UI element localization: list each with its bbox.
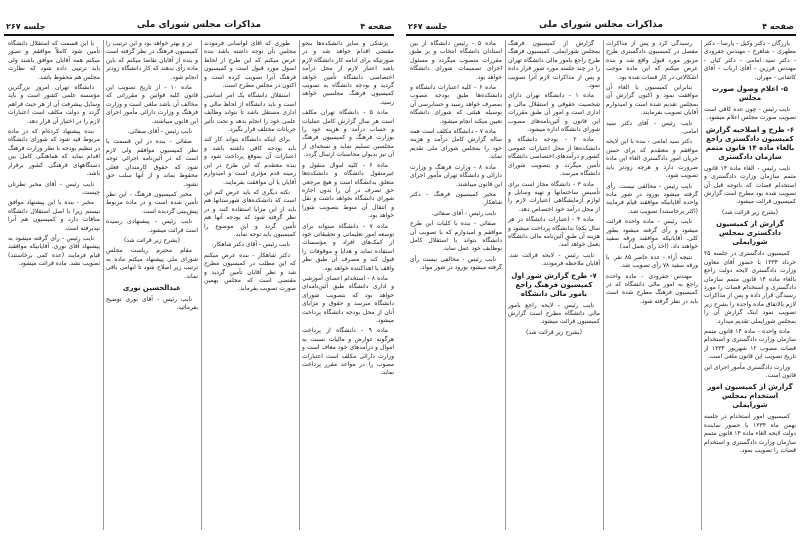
paragraph: نایب رئیس - پیشنهادی رسیده است قرائت میشود.	[106, 218, 198, 234]
paragraph: نایب رئیس - رأی گرفته میشود به پیشنهاد آقای نوری. آقایانیکه موافقند قیام فرمایند (عده کمی برخاستند) تصویب نشد. ماده قرائت میشود.	[8, 234, 100, 268]
paragraph: ماده ۷ - دانشگاه میتواند برای توسعه امور تعلیماتی و تحقیقاتی خود از کمک‌های افراد و مؤسسات استفاده نماید و هدایا و موقوفات را قبول کند و مصرف آن طبق نظر واقف یا اهداکننده خواهد بود.	[302, 222, 394, 272]
column-divider	[603, 40, 604, 530]
paragraph: بنده پیشنهاد کرده‌ام که در ماده مربوط قید شود که شورای دانشگاه در تنظیم بودجه با نظر وزارت فرهنگ اقدام نماید که هماهنگی کامل بین دستگاههای فرهنگی کشور برقرار باشد.	[8, 128, 100, 178]
paragraph: ماده ۸ - استخدام اعضای آموزشی و اداری دانشگاه طبق آئین‌نامه‌ای خواهد بود که بتصویب شورای دانشگاه میرسد و حقوق و مزایای آنان از محل بودجه دانشگاه پرداخت میشود.	[302, 274, 394, 324]
reading-note: (بشرح زیر قرائت شد)	[525, 328, 583, 336]
paragraph: نایب رئیس - لایحه راجع بامور مالی دانشگاه مطرح است گزارش کمیسیون قرائت میشود.	[508, 301, 600, 326]
paragraph: صفائی - بنده در این قسمت با نظر کمیسیون موافقم ولی لازم است که در آئین‌نامه اجرائی توجه شود که حقوق کارمندان فعلی محفوظ بماند و از آنها سلب حق نشود.	[106, 138, 198, 188]
page-number: صفحه ۴	[762, 22, 794, 31]
page-number: صفحه ۴	[360, 22, 392, 31]
paragraph: نایب رئیس - آقای نوری توضیح بفرمائید.	[106, 295, 198, 312]
right-page	[402, 0, 800, 540]
left-page	[0, 0, 398, 540]
column-divider	[201, 40, 202, 530]
paragraph: تر و بهتر خواهد بود و این ترتیب را کمیسیون فرهنگ در نظر گرفته است و بنده از آقایان تقاضا میکنم که باین ماده رأی بدهند که کار دانشگاه زودتر انجام شود.	[106, 40, 198, 81]
reading-note: (بشرح زیر قرائت شد)	[721, 208, 779, 216]
section-heading: ۵- اعلام وصول صورت مجلس	[712, 85, 788, 103]
paragraph: نایب رئیس - آقای دکتر سید امامی.	[606, 119, 698, 136]
paragraph: گزارش از کمیسیون فرهنگ بمجلس شورایملی. کمیسیون فرهنگ طرح راجع بامور مالی دانشگاه تهران را در چند جلسه مورد شور قرار داده و پس از مذاکرات لازم آنرا تصویب نمود.	[508, 40, 600, 90]
column-divider	[505, 40, 506, 530]
paragraph: بازرگان - دکتر وکیل - پارسا - دکتر مطهری - شاهرخ - مهندس جفرودی - دکتر سید امامی - دکتر کیان - مهندس فرزین - آقای ارباب - آقای کاشانی - مهران.	[704, 40, 796, 81]
text-column	[302, 40, 394, 532]
paragraph: رسیدگی کرد و پس از مذاکرات مفصل در کمیسیون دادگستری طرح مزبور مورد قبول واقع شد و بنده عرض میکنم که این ماده موجب اشکالاتی در کار قضات شده بود.	[606, 40, 698, 81]
paragraph: ماده ۶ - کلیه اموال منقول و غیرمنقول دانشگاه و دانشکده‌ها متعلق بدانشگاه است و هیچ مرجعی حق تصرف در آن را بدون اجازه شورای دانشگاه نخواهد داشت و نقل و انتقال آن منوط بتصویب شورا خواهد بود.	[302, 161, 394, 220]
paragraph: برای اینکه دانشگاه بتواند کار کند باید بودجه کافی داشته باشد و اعتبارات آن بموقع پرداخت شود و بنده معتقدم که این طرح در این زمینه قدم مؤثری است و امیدوارم آقایان با آن موافقت بفرمایند.	[204, 136, 296, 186]
paragraph: نایب رئیس - آقای صفائی.	[431, 209, 496, 217]
paragraph: ماده ۳ - دانشگاه مجاز است برای تأسیس ساختمانها و تهیه وسایل و لوازم آزمایشگاهی اعتبارات لازم را از محل درآمد خود اختصاص دهد.	[508, 180, 600, 213]
paragraph: ماده ۲ - بودجه دانشگاه و دانشکده‌ها از محل اعتبارات عمومی کشور و درآمدهای اختصاصی دانشگاه تأمین میگردد و بتصویب شورای دانشگاه میرسد.	[508, 136, 600, 178]
paragraph: ماده ۷ - دانشگاه مکلف است همه ساله گزارش کامل درآمد و هزینه خود را بمجلس شورای ملی تقدیم نماید.	[410, 128, 502, 161]
text-column	[704, 40, 796, 532]
section-heading: گزارش از کمیسیون دادگستری بمجلس شورایملی	[716, 220, 784, 247]
paragraph: وزارت دادگستری مأمور اجرای این قانون است.	[704, 363, 796, 379]
paragraph: نایب رئیس - الغاء ماده ۱۴ قانون متمم سازمان وزارت دادگستری و استخدام قضات که باتوجه قبل آن تصویب شده بود مطرح است گزارش کمیسیون قرائت میشود.	[704, 164, 796, 206]
paragraph: دانشگاه تهران امروز بزرگترین مؤسسه علمی کشور است و باید وسایل پیشرفت آن از هر حیث فراهم گردد و دولت مکلف است اعتبارات لازم را در اختیار آن قرار دهد.	[8, 84, 100, 125]
paragraph: بنابراین کمیسیون با الغاء آن موافقت نمود و اکنون گزارش آن بمجلس تقدیم شده است و امیدوارم آقایان تصویب بفرمایند.	[606, 84, 698, 117]
column-divider	[701, 40, 702, 530]
paragraph: نایب رئیس - مخالفی نیست رأی گرفته میشود بورود در شور مواد.	[410, 255, 502, 272]
paragraph: ماده ۴ - اعتبارات دانشگاه در هر سال یکجا بدانشگاه پرداخت میشود و هزینه آن طبق آئین‌نامه مالی دانشگاه بعمل خواهد آمد.	[508, 216, 600, 249]
paragraph: نایب رئیس - آقای دکتر شاهکار.	[211, 241, 290, 249]
section-heading: ۷- طرح گزارش شور اول کمیسیون فرهنگ راجع بامور مالی دانشگاه	[511, 271, 597, 298]
paragraph: طوری که آقای لواسانی فرمودند مجلس بآن توجه داشته باشد بنده عرض میکنم که این طرح از لحاظ اصول مورد قبول است و کمیسیون فرهنگ آنرا تصویب کرده است و اکنون در مجلس مطرح است.	[204, 40, 296, 90]
page-header	[6, 20, 392, 34]
paragraph: نایب رئیس - ماده واحده قرائت میشود و رأی گرفته میشود بطور کلی. آقایانیکه موافقند ورقه سفید خواهند داد. (اخذ رأی بعمل آمد).	[606, 218, 698, 251]
paragraph: کمیسیون امور استخدام در جلسه بهمن ماه ۱۳۳۴ با حضور نماینده دولت لایحه الغاء ماده ۱۴ قانون متمم سازمان وزارت دادگستری و استخدام قضات را تصویب نمود.	[704, 413, 796, 454]
paragraph: ماده ۵ - رئیس دانشگاه از بین استادان دانشگاه انتخاب و بر طبق مقررات منصوب میگردد و مسئول اجرای تصمیمات شورای دانشگاه خواهد بود.	[410, 40, 502, 81]
paragraph: استقلال دانشگاه یک امر اساسی است و باید دانشگاه از لحاظ مالی و اداری مستقل باشد تا بتواند وظایف علمی خود را انجام بدهد و تحت تأثیر جریانات مختلف قرار نگیرد.	[204, 92, 296, 134]
paragraph: نتیجه آراء - عده حاضر ۸۵ نفر. با ورقه سفید ۷۸ رأی تصویب شد.	[606, 253, 698, 270]
paragraph: دکتر سید امامی - بنده با این لایحه موافقم و معتقدم که برای حسن جریان امور دادگستری الغاء این ماده ضرورت دارد و هرچه زودتر باید تصویب شود.	[606, 138, 698, 180]
paragraph: پزشکی و سایر دانشکده‌ها بنحو مقتضی اقدام خواهد شد و در صورتیکه برای ادامه کار دانشگاه لازم باشد اعتبار لازم از محل درآمد اختصاصی دانشگاه تأمین خواهد گردید و بودجه دانشگاه به تصویب کمیسیون فرهنگ مجلسین خواهد رسید.	[302, 40, 394, 106]
publication-title: مذاکرات مجلس شورای ملی	[136, 20, 262, 30]
paragraph: ماده واحده - ماده ۱۴ قانون متمم سازمان وزارت دادگستری و استخدام قضات مصوب ۱۲ شهریور ۱۳۳۴ از تاریخ تصویب این قانون ملغی است.	[704, 327, 796, 361]
header-rule	[4, 34, 394, 36]
paragraph: مخبر کمیسیون فرهنگ - این نظر تأمین شده است و در ماده مربوط پیش‌بینی گردیده است.	[106, 190, 198, 215]
paragraph: صفائی - بنده با کلیات این طرح موافقم و امیدوارم که با تصویب آن دانشگاه بتواند با استقلال کامل بوظایف خود عمل نماید.	[410, 220, 502, 253]
paragraph: ماده ۹ - دانشگاه از پرداخت هرگونه عوارض و مالیات نسبت به اموال و درآمدهای خود معاف است و وزارت دارائی مکلف است اعتبارات مصوب را در مواعد مقرر پرداخت نماید.	[302, 327, 394, 377]
session-number: جلسه ۲۶۷	[6, 22, 46, 31]
reading-note: (بشرح زیر قرائت شد)	[123, 236, 181, 244]
paragraph: ماده ۸ - وزارت فرهنگ و وزارت دارائی و دانشگاه تهران مأمور اجرای این قانون میباشند.	[410, 163, 502, 188]
paragraph: کمیسیون دادگستری در جلسه ۲۵ خرداد ۱۳۳۴ با حضور آقای معاون وزارت دادگستری لایحه دولت راجع بالغاء ماده ۱۴ قانون متمم سازمان دادگستری و استخدام قضات را مورد رسیدگی قرار داده و پس از مذاکرات لازم بالاتفاق ماده واحده را بشرح زیر تصویب نمود اینک گزارش آن را بمجلس شورایملی تقدیم میدارد.	[704, 250, 796, 325]
paragraph: ماده ۵ - دانشگاه تهران مکلف است هر سال گزارش کامل عملیات و حساب درآمد و هزینه خود را بوزارت فرهنگ و کمیسیون فرهنگ مجلسین تسلیم نماید و نسخه‌ای از آن نیز بدیوان محاسبات ارسال گردد.	[302, 109, 394, 159]
paragraph: مهندس جفرودی - ماده واحده راجع به امور مالی دانشگاه که در کمیسیون فرهنگ مطرح شده است باید در نظر گرفته شود.	[606, 272, 698, 305]
column-divider	[299, 40, 300, 530]
paragraph: مقام محترم ریاست مجلس شورای ملی پیشنهاد میکنم ماده به ترتیب زیر اصلاح شود تا ابهامی باقی نماند.	[106, 247, 198, 280]
text-column	[508, 40, 600, 532]
paragraph: دکتر شاهکار - بنده عرض میکنم که این مطلب در کمیسیون مطرح شد و نظر آقایان تأمین گردید و مقتضی است که مجلس بهمین صورت تصویب بفرماید.	[204, 251, 296, 293]
paragraph: مخبر - بنده با این پیشنهاد موافق نیستم زیرا با اصل استقلال دانشگاه منافات دارد و کمیسیون هم آنرا نپذیرفته است.	[8, 199, 100, 232]
paragraph: نایب رئیس - مخالفی نیست. رأی گرفته میشود بورود در شور ماده واحده آقایانیکه موافقند قیام فرمایند (اکثر برخاستند) تصویب شد.	[606, 182, 698, 215]
paragraph: ماده ۶ - کلیه اعتبارات دانشگاه و دانشکده‌ها طبق بودجه مصوب بمصرف خواهد رسید و حسابرسی آن بوسیله هیئتی که شورای دانشگاه تعیین میکند انجام میشود.	[410, 84, 502, 125]
paragraph: نایب رئیس - آقای مخبر نظرتان چیست.	[8, 180, 100, 196]
text-column	[106, 40, 198, 532]
section-heading: ۶- طرح و اصلاحیه گزارش کمیسیون دادگستری راجع بالغاء ماده ۱۴ قانون متمم سازمان دادگستری	[705, 125, 795, 161]
text-column	[410, 40, 502, 532]
session-number: جلسه ۲۶۷	[408, 22, 448, 31]
header-rule	[406, 34, 796, 36]
text-column	[606, 40, 698, 532]
page-header	[408, 20, 794, 34]
paragraph: نایب رئیس - لایحه قرائت شد. آقایان ملاحظه فرمودند.	[508, 251, 600, 268]
paragraph: نکته دیگری که باید عرض کنم این است که دانشکده‌های شهرستانها هم باید از این مزایا استفاده کنند و در نظر گرفته شود که بودجه آنها هم تأمین گردد و این موضوع را کمیسیون باید توجه نماید.	[204, 188, 296, 238]
paragraph: نایب رئیس - آقای صفائی.	[127, 128, 192, 136]
publication-title: مذاکرات مجلس شورای ملی	[538, 20, 664, 30]
paragraph: نایب رئیس - چون عده کافی است تصویب صورت مجلس اعلام میشود.	[704, 106, 796, 122]
section-heading: گزارش از کمیسیون امور استخدام بمجلس شورایملی	[707, 383, 793, 410]
section-heading: عبدالحسین نوری	[123, 283, 181, 292]
text-column	[204, 40, 296, 532]
paragraph: ماده ۱ - دانشگاه تهران دارای شخصیت حقوقی و استقلال مالی و اداری است و امور آن طبق مقررات این قانون و آئین‌نامه‌های مصوب شورای دانشگاه اداره میشود.	[508, 92, 600, 134]
paragraph: مخبر کمیسیون فرهنگ - دکتر شاهکار.	[410, 190, 502, 207]
text-column	[8, 40, 100, 532]
paragraph: ماده ۱۰ - از تاریخ تصویب این قانون کلیه قوانین و مقرراتی که مخالف آن باشد ملغی است و وزارت فرهنگ و وزارت دارائی مأمور اجرای این قانون میباشند.	[106, 84, 198, 125]
paragraph: با این قسمت که استقلال دانشگاه تأمین شود کاملاً موافقم و تصور میکنم همه آقایان موافق باشند ولی باید ترتیبی داده شود که نظارت مجلس هم محفوظ باشد.	[8, 40, 100, 81]
column-divider	[103, 40, 104, 530]
